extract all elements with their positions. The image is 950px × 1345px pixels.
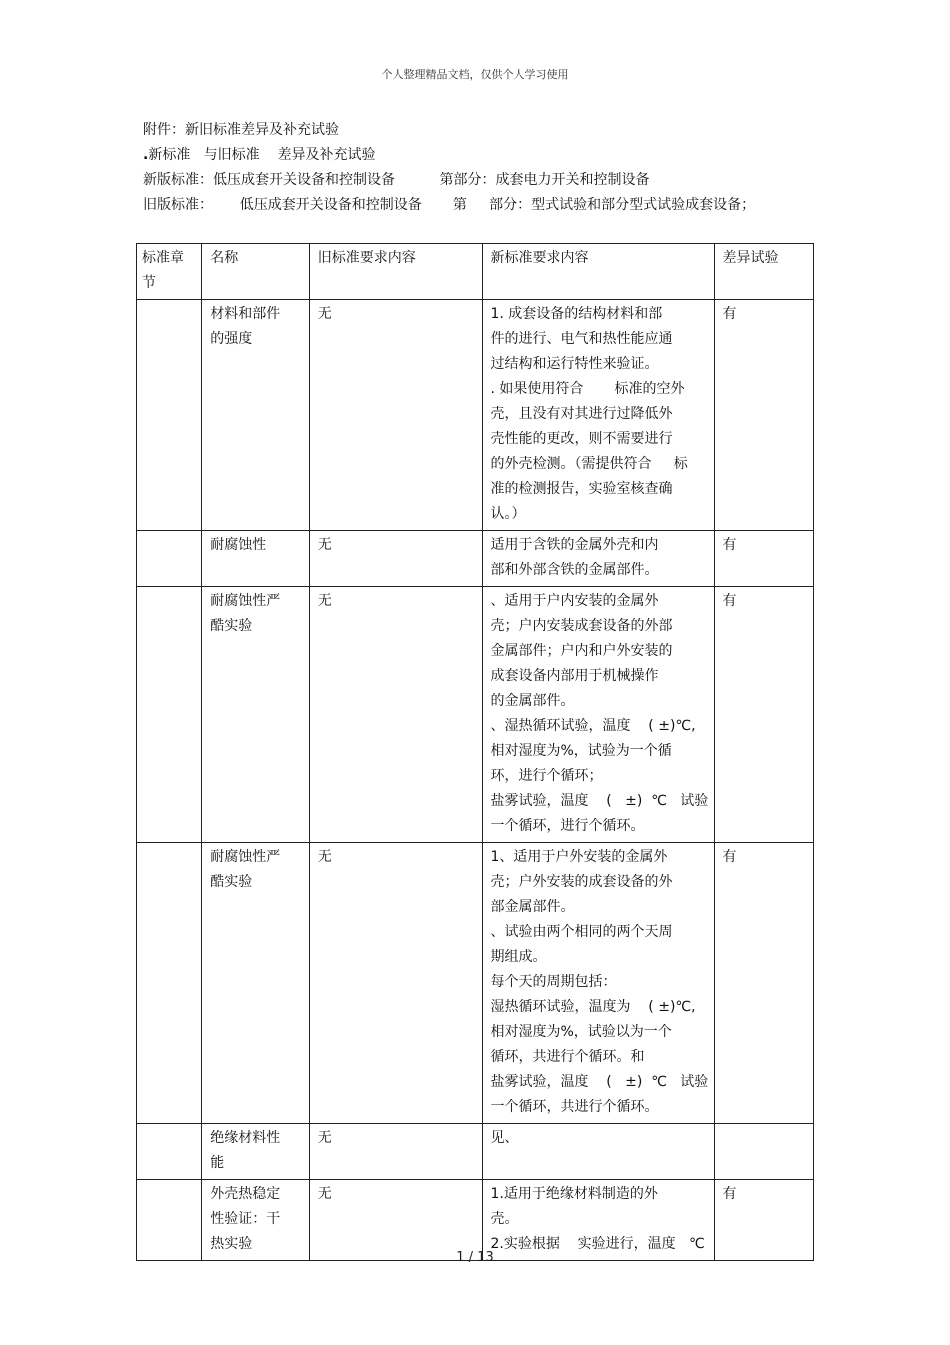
name-cell [202, 843, 309, 1124]
new-requirement-line: 1、适用于户外安装的金属外 [490, 849, 668, 865]
comparison-table [136, 243, 814, 1261]
chapter-cell [137, 587, 202, 843]
new-requirement-line: 壳；户外安装的成套设备的外 [490, 874, 673, 890]
subtitle-line [143, 143, 823, 168]
header-chapter-line: 节 [142, 275, 156, 291]
new-requirement-cell [482, 587, 714, 843]
name-line: 耐腐蚀性严 [210, 593, 281, 609]
old-requirement-cell: 无 [309, 1124, 482, 1180]
page-header-note: 个人整理精品文档，仅供个人学习使用 [381, 68, 569, 81]
subtitle-dot: . [143, 147, 149, 163]
new-requirement-line: 见、 [490, 1130, 519, 1146]
new-requirement-line: 部金属部件。 [490, 899, 575, 915]
name-line: 绝缘材料性 [210, 1130, 281, 1146]
name-cell [202, 587, 309, 843]
difference-test-cell: 有 [714, 1180, 813, 1261]
new-requirement-line: 循环，共进行个循环。和 [490, 1049, 645, 1065]
name-line: 性验证：干 [210, 1211, 281, 1227]
new-requirement-cell [482, 531, 714, 587]
name-line: 耐腐蚀性 [210, 537, 267, 553]
header-diff: 差异试验 [714, 244, 813, 300]
intro-block [143, 118, 823, 218]
new-requirement-line: 2.实验根据 实验进行，温度 ℃ [490, 1236, 705, 1252]
header-old: 旧标准要求内容 [309, 244, 482, 300]
name-cell [202, 1124, 309, 1180]
name-line: 耐腐蚀性严 [210, 849, 281, 865]
old-requirement-cell: 无 [309, 300, 482, 531]
new-requirement-line: 壳，且没有对其进行过降低外 [490, 406, 673, 422]
chapter-cell [137, 843, 202, 1124]
chapter-cell [137, 531, 202, 587]
new-requirement-line: 壳。 [490, 1211, 519, 1227]
name-cell [202, 300, 309, 531]
name-line: 材料和部件 [210, 306, 281, 322]
name-line: 热实验 [210, 1236, 253, 1252]
name-line: 外壳热稳定 [210, 1186, 281, 1202]
new-requirement-line: 、适用于户内安装的金属外 [490, 593, 659, 609]
difference-test-cell: 有 [714, 587, 813, 843]
new-requirement-line: 1.适用于绝缘材料制造的外 [490, 1186, 658, 1202]
table-row [137, 1180, 814, 1261]
new-requirement-line: 盐雾试验，温度 ( ±) ℃ 试验 [490, 793, 709, 809]
new-requirement-line: 1. 成套设备的结构材料和部 [490, 306, 663, 322]
chapter-cell [137, 1124, 202, 1180]
new-requirement-line: 的金属部件。 [490, 693, 575, 709]
chapter-cell [137, 1180, 202, 1261]
new-requirement-line: 环，进行个循环； [490, 768, 603, 784]
header-chapter [137, 244, 202, 300]
new-requirement-line: 件的进行、电气和热性能应通 [490, 331, 673, 347]
table-row [137, 300, 814, 531]
new-requirement-cell [482, 1180, 714, 1261]
new-requirement-line: 每个天的周期包括： [490, 974, 617, 990]
new-requirement-line: 金属部件；户内和户外安装的 [490, 643, 673, 659]
new-requirement-line: 部和外部含铁的金属部件。 [490, 562, 659, 578]
header-name: 名称 [202, 244, 309, 300]
new-requirement-line: 认。） [490, 506, 526, 522]
new-requirement-line: 湿热循环试验，温度为 ( ±)℃, [490, 999, 696, 1015]
old-requirement-cell: 无 [309, 843, 482, 1124]
new-requirement-line: 准的检测报告，实验室核查确 [490, 481, 673, 497]
chapter-cell [137, 300, 202, 531]
new-requirement-line: 、试验由两个相同的两个天周 [490, 924, 673, 940]
old-requirement-cell: 无 [309, 1180, 482, 1261]
difference-test-cell: 有 [714, 531, 813, 587]
table-row [137, 1124, 814, 1180]
old-requirement-cell: 无 [309, 587, 482, 843]
name-line: 酷实验 [210, 874, 253, 890]
new-requirement-line: 相对湿度为%，试验为一个循 [490, 743, 672, 759]
new-requirement-line: 过结构和运行特性来验证。 [490, 356, 659, 372]
difference-test-cell: 有 [714, 300, 813, 531]
table-row [137, 587, 814, 843]
name-line: 的强度 [210, 331, 253, 347]
subtitle-text: 新标准 与旧标准 差异及补充试验 [148, 147, 376, 163]
new-requirement-line: 盐雾试验，温度 ( ±) ℃ 试验 [490, 1074, 709, 1090]
new-requirement-line: 一个循环，共进行个循环。 [490, 1099, 659, 1115]
attachment-title: 附件：新旧标准差异及补充试验 [143, 122, 339, 138]
table-row [137, 531, 814, 587]
new-requirement-cell [482, 1124, 714, 1180]
new-requirement-cell [482, 300, 714, 531]
name-line: 酷实验 [210, 618, 253, 634]
new-requirement-line: 适用于含铁的金属外壳和内 [490, 537, 659, 553]
new-requirement-cell [482, 843, 714, 1124]
new-requirement-line: 相对湿度为%，试验以为一个 [490, 1024, 672, 1040]
new-requirement-line: 的外壳检测。（需提供符合 标 [490, 456, 688, 472]
old-requirement-cell: 无 [309, 531, 482, 587]
header-new: 新标准要求内容 [482, 244, 714, 300]
new-requirement-line: 一个循环，进行个循环。 [490, 818, 645, 834]
name-cell [202, 1180, 309, 1261]
new-requirement-line: 成套设备内部用于机械操作 [490, 668, 659, 684]
name-line: 能 [210, 1155, 225, 1171]
name-cell [202, 531, 309, 587]
header-chapter-line: 标准章 [142, 250, 184, 266]
table-row [137, 843, 814, 1124]
new-requirement-line: 、湿热循环试验，温度 ( ±)℃, [490, 718, 696, 734]
old-standard-line: 旧版标准： 低压成套开关设备和控制设备 第 部分：型式试验和部分型式试验成套设备； [143, 197, 756, 213]
new-requirement-line: 壳性能的更改，则不需要进行 [490, 431, 673, 447]
difference-test-cell [714, 1124, 813, 1180]
new-standard-line: 新版标准：低压成套开关设备和控制设备 第部分：成套电力开关和控制设备 [143, 172, 650, 188]
table-header-row [137, 244, 814, 300]
new-requirement-line: 期组成。 [490, 949, 547, 965]
difference-test-cell: 有 [714, 843, 813, 1124]
page-number: 1 / 13 [456, 1250, 494, 1265]
new-requirement-line: 壳；户内安装成套设备的外部 [490, 618, 673, 634]
new-requirement-line: . 如果使用符合 标准的空外 [490, 381, 685, 397]
